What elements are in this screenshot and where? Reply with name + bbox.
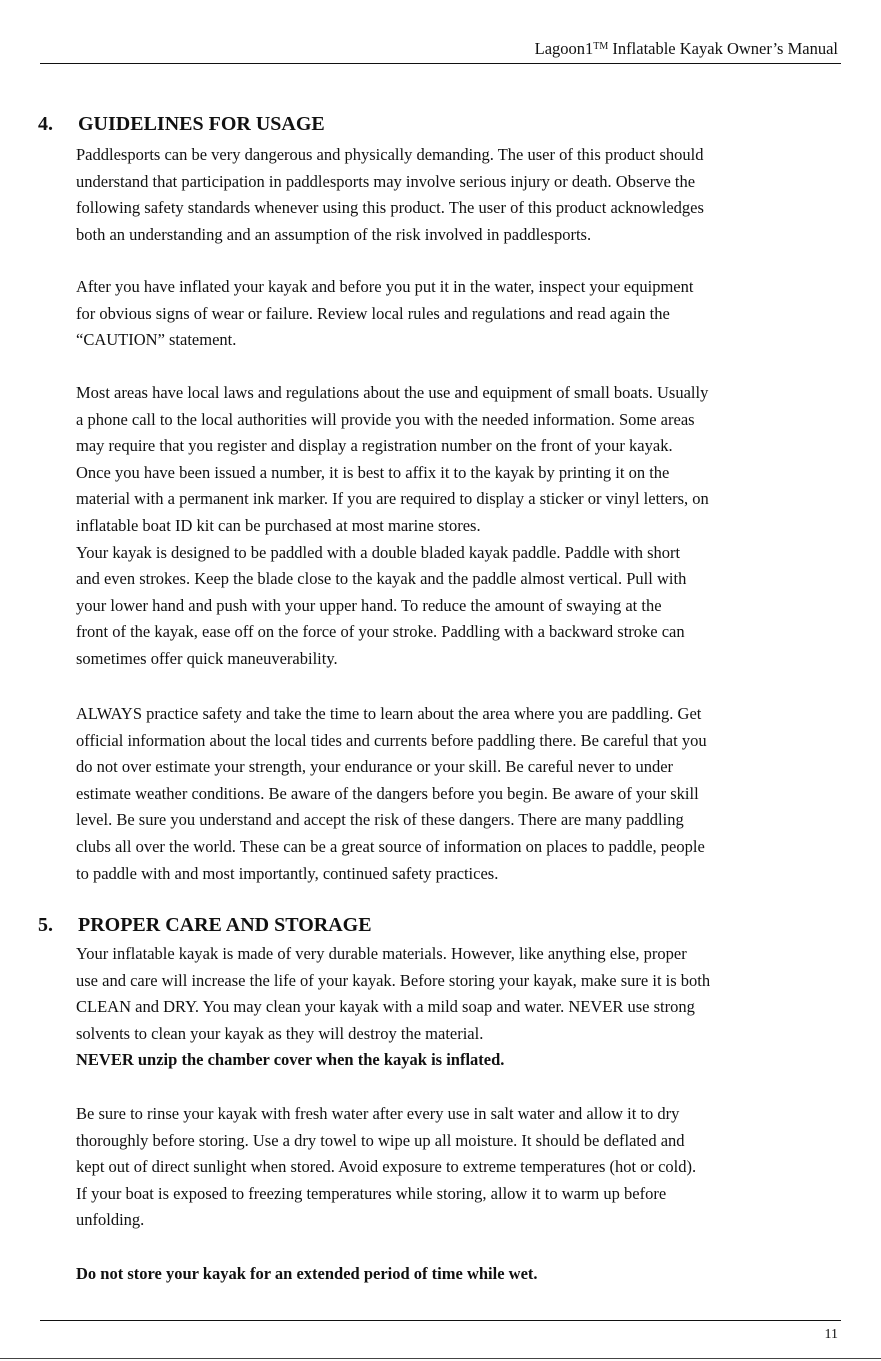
section-number: 4. [38,113,53,135]
warning-never-unzip: NEVER unzip the chamber cover when the kayak is inflated. [76,1050,505,1069]
paragraph-rinse-and-dry: Be sure to rinse your kayak with fresh water after every use in salt water and allow it to dry thoroughly before storing. Use a dry towel to wipe up all moisture. It should be deflated and kept out of direct sunlight when stored. Avoid exposure to extreme temperatures (hot or cold). If your boat is exposed to freezing temperatures while storing, allow it to warm up before unfolding. [76,1104,697,1230]
footer-rule [40,1320,841,1321]
paragraph-inspect-equipment: After you have inflated your kayak and before you put it in the water, inspect your equipment for obvious signs of wear or failure. Review local rules and regulations and read again the “CAUTION” statement. [76,277,694,350]
section-heading-care-storage [38,913,372,937]
section-heading-guidelines [38,112,325,136]
header-title: Inflatable Kayak Owner’s Manual [608,39,838,58]
running-header [535,38,838,60]
paragraph-dangers: Paddlesports can be very dangerous and physically demanding. The user of this product should understand that participation in paddlesports may involve serious injury or death. Observe the following safety standards whenever using this product. The user of this product acknowledges both an understanding and an assumption of the risk involved in paddlesports. [76,145,704,244]
paragraph-durable-materials: Your inflatable kayak is made of very durable materials. However, like anything else, proper use and care will increase the life of your kayak. Before storing your kayak, make sure it is both CLEAN and DRY. You may clean your kayak with a mild soap and water. NEVER use strong solvents to clean your kayak as they will destroy the material. [76,944,711,1043]
section-title: GUIDELINES FOR USAGE [78,113,325,135]
header-brand: Lagoon1 [534,39,594,58]
warning-do-not-store-wet: Do not store your kayak for an extended period of time while wet. [76,1264,538,1283]
section-number: 5. [38,914,53,936]
trademark-symbol: TM [593,41,609,52]
page-number: 11 [824,1327,838,1342]
page-edge-line [0,1358,881,1359]
section-title: PROPER CARE AND STORAGE [78,914,372,936]
header-rule [40,63,841,64]
paragraph-always-practice-safety: ALWAYS practice safety and take the time to learn about the area where you are paddling. Get official information about the local tides and currents before paddling there. Be careful that you do not over estimate your strength, your endurance or your skill. Be careful never to under estimate weather conditions. Be aware of the dangers before you begin. Be aware of your skill level. Be sure you understand and accept the risk of these dangers. There are many paddling clubs all over the world. These can be a great source of information on places to paddle, people to paddle with and most importantly, continued safety practices. [76,704,707,883]
paragraph-local-laws-paddling: Most areas have local laws and regulations about the use and equipment of small boats. Usually a phone call to the local authorities will provide you with the needed information. Some areas may require that you register and display a registration number on the front of your kayak. Once you have been issued a number, it is best to affix it to the kayak by printing it on the material with a permanent ink marker. If you are required to display a sticker or vinyl letters, on inflatable boat ID kit can be purchased at most marine stores. Your kayak is designed to be paddled with a double bladed kayak paddle. Paddle with short and even strokes. Keep the blade close to the kayak and the paddle almost vertical. Pull with your lower hand and push with your upper hand. To reduce the amount of swaying at the front of the kayak, ease off on the force of your stroke. Paddling with a backward stroke can sometimes offer quick maneuverability. [76,383,709,668]
